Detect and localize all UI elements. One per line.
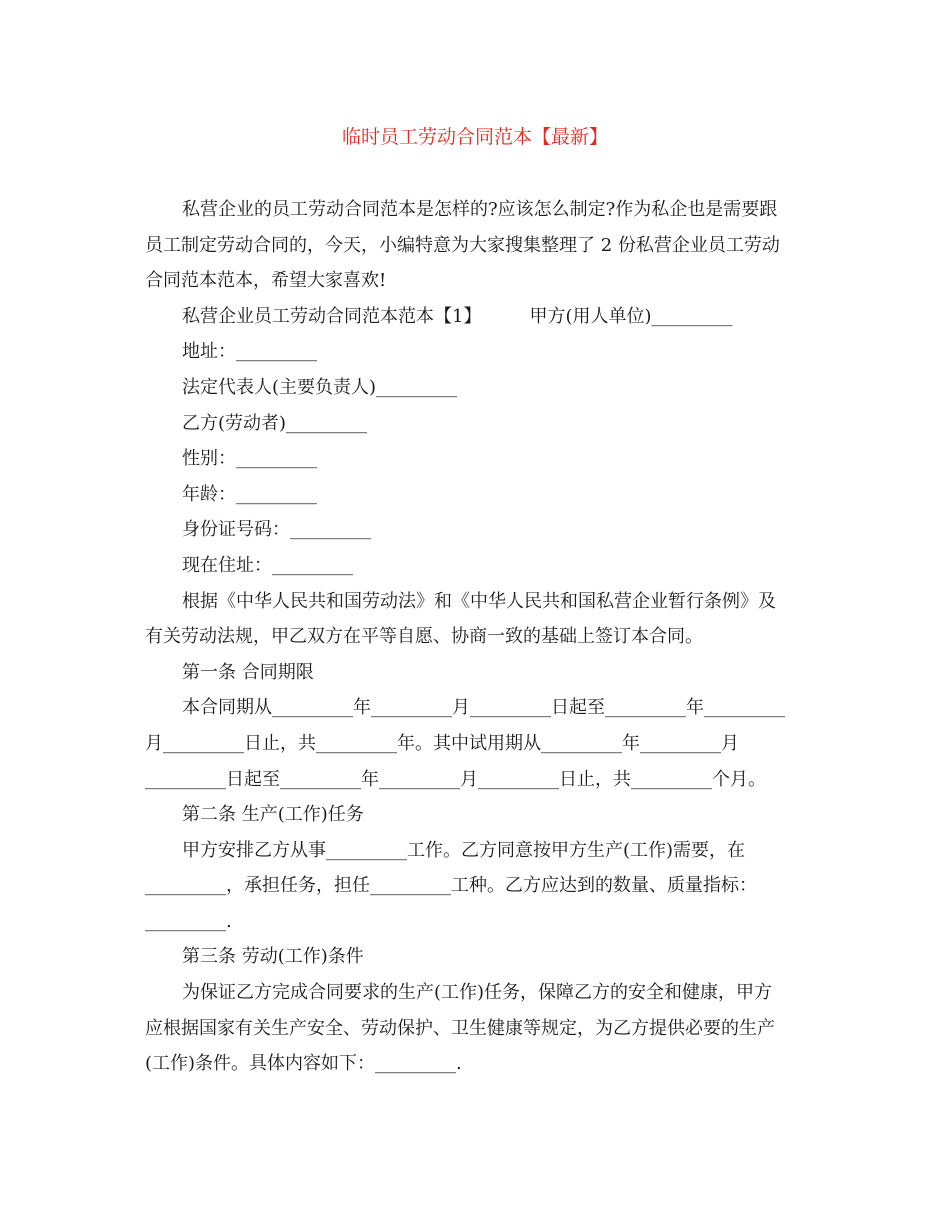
id-number-field: 身份证号码：_________ bbox=[182, 519, 371, 541]
text-line: 有关劳动法规，甲乙双方在平等自愿、协商一致的基础上签订本合同。 bbox=[145, 626, 703, 648]
document-body bbox=[145, 192, 810, 1082]
sample-heading: 私营企业员工劳动合同范本范本【1】 bbox=[182, 305, 482, 327]
text-line: _________. bbox=[145, 910, 232, 932]
text-line: _________日起至_________年_________月_________日止，共_________个月。 bbox=[145, 768, 766, 790]
text-line: (工作)条件。具体内容如下：_________. bbox=[145, 1053, 462, 1075]
article-2-heading: 第二条 生产(工作)任务 bbox=[182, 804, 364, 826]
article-1-body bbox=[145, 690, 810, 797]
article-1-heading: 第一条 合同期限 bbox=[182, 661, 314, 683]
text-line: 为保证乙方完成合同要求的生产(工作)任务，保障乙方的安全和健康，甲方 bbox=[182, 982, 773, 1004]
age-field: 年龄：_________ bbox=[182, 483, 317, 505]
party-b-field: 乙方(劳动者)_________ bbox=[182, 412, 368, 434]
basis-paragraph bbox=[145, 584, 810, 655]
article-2-body bbox=[145, 833, 810, 940]
text-line: 合同范本范本，希望大家喜欢! bbox=[145, 270, 387, 292]
text-line: 员工制定劳动合同的，今天，小编特意为大家搜集整理了 2 份私营企业员工劳动 bbox=[145, 234, 780, 256]
text-line: _________，承担任务，担任_________工种。乙方应达到的数量、质量指标： bbox=[145, 875, 757, 897]
document-title: 临时员工劳动合同范本【最新】 bbox=[341, 126, 608, 148]
current-address-field: 现在住址：_________ bbox=[182, 554, 353, 576]
address-field: 地址：_________ bbox=[182, 341, 317, 363]
party-a-field: 甲方(用人单位)_________ bbox=[529, 305, 733, 327]
text-line: 私营企业的员工劳动合同范本是怎样的?应该怎么制定?作为私企也是需要跟 bbox=[182, 199, 778, 220]
text-line: 甲方安排乙方从事_________工作。乙方同意按甲方生产(工作)需要，在 bbox=[182, 839, 746, 861]
legal-representative-field: 法定代表人(主要负责人)_________ bbox=[182, 376, 458, 398]
intro-paragraph bbox=[145, 192, 810, 299]
gender-field: 性别：_________ bbox=[182, 448, 317, 470]
text-line: 本合同期从_________年_________月_________日起至_________年_________ bbox=[182, 697, 785, 719]
text-line: 根据《中华人民共和国劳动法》和《中华人民共和国私营企业暂行条例》及 bbox=[182, 590, 776, 612]
text-line: 应根据国家有关生产安全、劳动保护、卫生健康等规定，为乙方提供必要的生产 bbox=[145, 1017, 775, 1039]
sample-heading-line bbox=[145, 299, 810, 335]
article-3-heading: 第三条 劳动(工作)条件 bbox=[182, 946, 364, 968]
text-line: 月_________日止，共_________年。其中试用期从_________年_________月 bbox=[145, 732, 739, 754]
article-3-body bbox=[145, 975, 810, 1082]
